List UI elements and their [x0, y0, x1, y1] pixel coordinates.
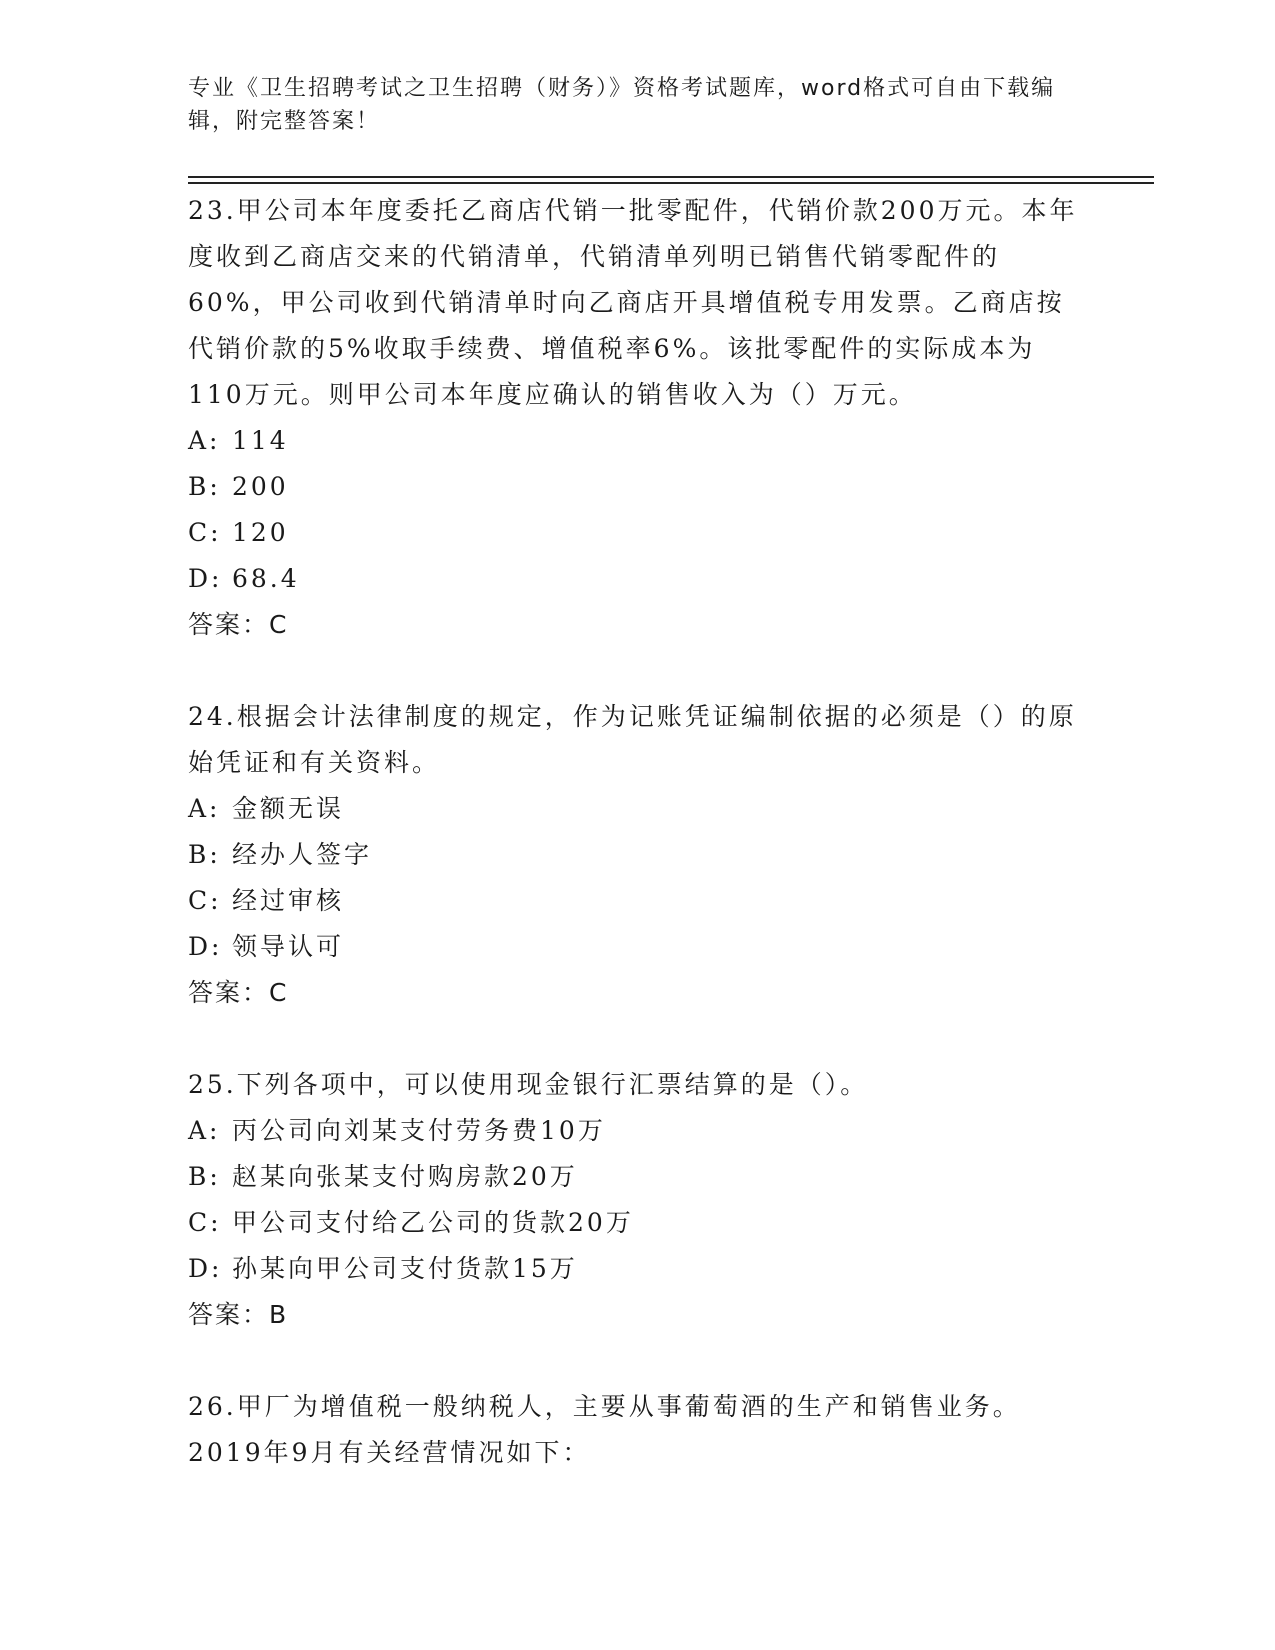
- option-key: A:: [188, 1116, 221, 1145]
- question-24: [188, 694, 1088, 1016]
- option-a: [188, 786, 1088, 832]
- answer-label: 答案：C: [188, 978, 289, 1007]
- option-value: 赵某向张某支付购房款20万: [232, 1162, 578, 1191]
- option-key: C:: [188, 1208, 222, 1237]
- option-key: A:: [188, 426, 221, 455]
- option-key: D:: [188, 932, 223, 961]
- option-value: 68.4: [232, 564, 300, 593]
- question-25: [188, 1062, 1088, 1338]
- header-divider-bottom: [188, 182, 1154, 184]
- option-value: 金额无误: [232, 794, 345, 823]
- spacer: [188, 1016, 1088, 1062]
- header-divider-top: [188, 176, 1154, 178]
- option-value: 200: [232, 472, 289, 501]
- option-d: [188, 924, 1088, 970]
- option-key: D:: [188, 1254, 223, 1283]
- spacer: [188, 648, 1088, 694]
- option-value: 经办人签字: [232, 840, 373, 869]
- question-26: [188, 1384, 1088, 1476]
- option-key: C:: [188, 886, 222, 915]
- question-text: 24.根据会计法律制度的规定，作为记账凭证编制依据的必须是（）的原始凭证和有关资料。: [188, 702, 1077, 777]
- option-c: [188, 1200, 1088, 1246]
- option-key: B:: [188, 840, 221, 869]
- question-text: 23.甲公司本年度委托乙商店代销一批零配件，代销价款200万元。本年度收到乙商店交来的代销清单，代销清单列明已销售代销零配件的60%，甲公司收到代销清单时向乙商店开具增值税专用发票。乙商店按代销价款的5%收取手续费、增值税率6%。该批零配件的实际成本为110万元。则甲公司本年度应确认的销售收入为（）万元。: [188, 196, 1078, 409]
- spacer: [188, 1338, 1088, 1384]
- option-c: [188, 510, 1088, 556]
- question-text: 25.下列各项中，可以使用现金银行汇票结算的是（）。: [188, 1070, 869, 1099]
- option-value: 领导认可: [232, 932, 345, 961]
- option-b: [188, 832, 1088, 878]
- answer-label: 答案：B: [188, 1300, 289, 1329]
- option-value: 经过审核: [232, 886, 345, 915]
- option-key: A:: [188, 794, 221, 823]
- option-key: D:: [188, 564, 223, 593]
- option-value: 甲公司支付给乙公司的货款20万: [232, 1208, 634, 1237]
- question-23: [188, 188, 1088, 648]
- option-a: [188, 1108, 1088, 1154]
- option-value: 丙公司向刘某支付劳务费10万: [232, 1116, 606, 1145]
- option-d: [188, 556, 1088, 602]
- option-key: B:: [188, 472, 221, 501]
- option-b: [188, 1154, 1088, 1200]
- option-value: 孙某向甲公司支付货款15万: [232, 1254, 578, 1283]
- option-value: 120: [232, 518, 289, 547]
- answer-label: 答案：C: [188, 610, 289, 639]
- option-b: [188, 464, 1088, 510]
- question-list: [188, 188, 1088, 1476]
- option-d: [188, 1246, 1088, 1292]
- option-key: B:: [188, 1162, 221, 1191]
- option-key: C:: [188, 518, 222, 547]
- option-c: [188, 878, 1088, 924]
- question-text: 26.甲厂为增值税一般纳税人，主要从事葡萄酒的生产和销售业务。2019年9月有关经营情况如下：: [188, 1392, 1021, 1467]
- option-value: 114: [232, 426, 289, 455]
- option-a: [188, 418, 1088, 464]
- document-header: 专业《卫生招聘考试之卫生招聘（财务）》资格考试题库，word格式可自由下载编辑，附完整答案！: [188, 76, 1056, 134]
